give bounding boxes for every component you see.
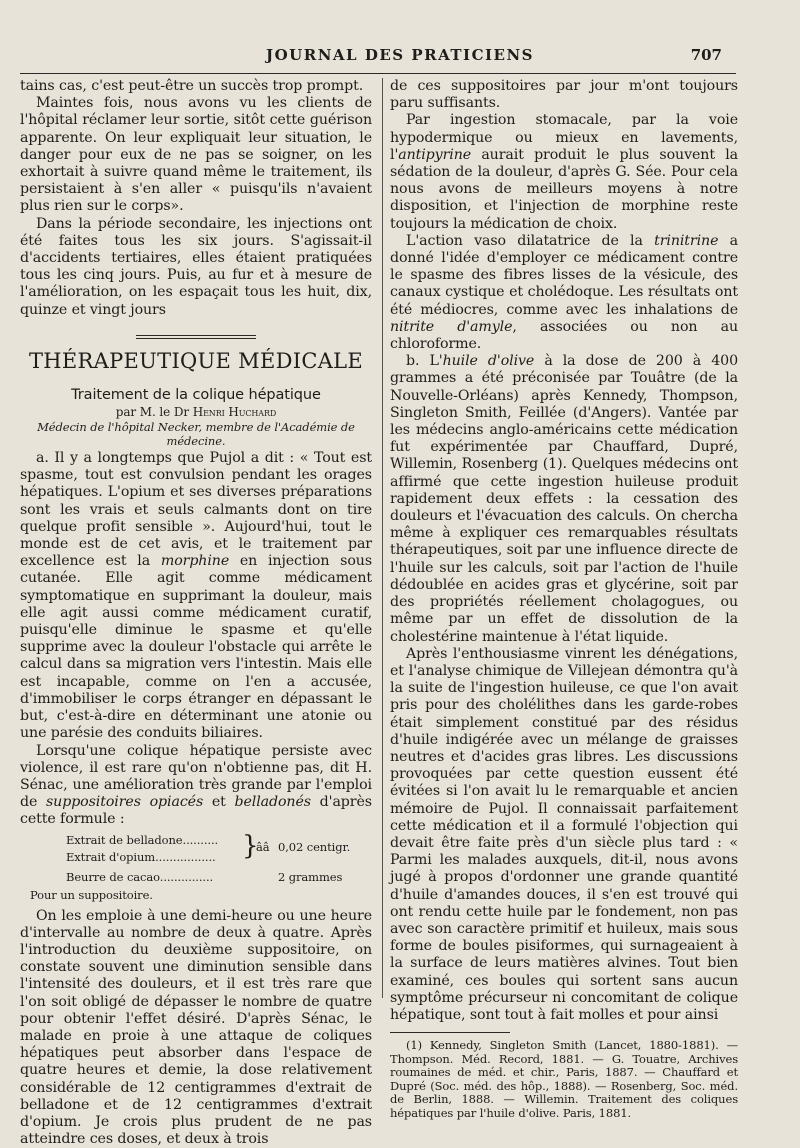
byline-prefix: par M. le Dr [115,405,189,420]
paragraph: de ces suppositoires par jour m'ont toujours paru suffisants. [390,78,738,112]
author-name: Henri Huchard [192,405,277,420]
paragraph: tains cas, c'est peut-être un succès trop prompt. [20,78,364,94]
paragraph: Par ingestion stomacale, par la voie hypodermique ou mieux en lavements, l'antipyrine aurait produit le plus souvent la sédation de la douleur, d'après G. Sée. Pour cela nous avons de meilleurs moyens à notre disposition, et l'injection de morphine reste toujours la médication de choix. [390,112,738,232]
formula-ingredient: Extrait d'opium................. [66,849,216,864]
header-rule [20,73,736,74]
formula-note: Pour un suppositoire. [30,887,153,902]
paragraph: a. Il y a longtemps que Pujol a dit : « Tout est spasme, tout est convulsion pendant les orages hépatiques. L'opium et ses diverses préparations sont les vrais et seuls calmants dont on tire quelque profit sensible ». Aujourd'hui, tout le monde est de cet avis, et le traitement par excellence est la morphine en injection sous cutanée. Elle agit comme médicament symptomatique en supprimant la douleur, mais elle agit aussi comme médicament curatif, puisqu'elle diminue le spasme et qu'elle supprime avec la douleur l'obstacle qui arrête le calcul dans sa migration vers l'intestin. Mais elle est incapable, comme on l'en a accusée, d'immobiliser le corps étranger en dépassant le but, c'est-à-dire en déterminant une atonie ou une parésie des conduits biliaires. [20,450,373,742]
formula-ingredient: Beurre de cacao............... [66,869,214,884]
paragraph: Maintes fois, nous avons vu les clients de l'hôpital réclamer leur sortie, sitôt cette guérison apparente. On leur expliquait leur situation, le danger pour eux de ne pas se soigner, on les exhortait à suivre quand même le traitement, ils persistaient à s'en aller « puisqu'ils n'avaient plus rien sur le corps». [20,95,372,215]
author-affiliation: Médecin de l'hôpital Necker, membre de l'Académie de médecine. [37,420,355,449]
byline [20,405,372,420]
column-divider [382,78,383,998]
formula-brace: } [242,830,259,861]
footnote: (1) Kennedy, Singleton Smith (Lancet, 1880-1881). — Thompson. Méd. Record, 1881. — G. Touatre, Archives roumaines de méd. et chir., Paris, 1887. — Chauffard et Dupré (Soc. méd. des hôp., 1888). — Rosenberg, Soc. méd. de Berlin, 1888. — Willemin. Traitement des coliques hépatiques par l'huile d'olive. Paris, 1881. [390,1038,738,1120]
formula-ingredient: Extrait de belladone.......... [66,832,219,847]
paragraph: Lorsqu'une colique hépatique persiste avec violence, il est rare qu'on n'obtienne pas, dit H. Sénac, une amélioration très grande par l'emploi de suppositoires opiacés et belladonés d'après cette formule : [20,742,372,828]
section-separator [136,335,256,339]
article-title: Traitement de la colique hépatique [71,386,321,403]
paragraph: L'action vaso dilatatrice de la trinitrine a donné l'idée d'employer ce médicament contre le spasme des fibres lisses de la vésicule, des canaux cystique et cholédoque. Les résultats ont été médiocres, comme avec les inhalations de nitrite d'amyle, associées ou non au chloroforme. [390,232,738,353]
paragraph: Après l'enthousiasme vinrent les dénégations, et l'analyse chimique de Villejean démontra qu'à la suite de l'ingestion huileuse, ce que l'on avait pris pour des cholélithes dans les garde-robes était simplement constitué par des résidus d'huile indigérée avec un mélange de graisses neutres et d'acides gras libres. Les discussions provoquées par cette question eussent été évitées si l'on avait lu le remarquable et ancien mémoire de Pujol. Il connaissait parfaitement cette médication et il a formulé l'objection qui devait être faite près d'un siècle plus tard : « Parmi les malades auxquels, dit-il, nous avons jugé à propos d'ordonner une grande quantité d'huile d'amandes douces, il s'en est trouvé qui ont rendu cette huile par le fondement, non pas avec son caractère primitif et huileux, mais sous forme de boules pisiformes, qui surnageaient à la surface de leurs matières alvines. Tout bien examiné, ces boules qui sortent sans aucun symptôme précurseur ni concomitant de colique hépatique, sont tout à fait molles et pour ainsi [390,645,738,1023]
footnote-rule [390,1032,510,1033]
journal-title: JOURNAL DES PRATICIENS [266,46,534,64]
page-header [0,44,800,70]
paragraph: On les emploie à une demi-heure ou une heure d'intervalle au nombre de deux à quatre. Après l'introduction du deuxième suppositoire, on constate souvent une diminution sensible dans l'intensité des douleurs, et il est très rare que l'on soit obligé de dépasser le nombre de quatre pour obtenir l'effet désiré. D'après Sénac, le malade en proie à une attaque de coliques hépatiques peut absorber dans l'espace de quatre heures et demie, la dose relativement considérable de 12 centigrammes d'extrait de belladone et de 12 centigrammes d'extrait d'opium. Je crois plus prudent de ne pas atteindre ces doses, et deux à trois [20,907,372,1148]
formula-aa: ââ [256,839,270,854]
left-column [20,78,372,1148]
right-column [390,78,738,1120]
paragraph: Dans la période secondaire, les injections ont été faites tous les six jours. S'agissait-il d'accidents tertiaires, elles étaient pratiquées tous les cinq jours. Puis, au fur et à mesure de l'amélioration, on les espaçait tous les huit, dix, quinze et vingt jours [20,215,372,318]
formula-dose: 0,02 centigr. [278,839,351,854]
prescription-formula [20,830,372,906]
section-title: THÉRAPEUTIQUE MÉDICALE [28,348,364,373]
page-number: 707 [690,46,722,64]
paragraph: b. L'huile d'olive à la dose de 200 à 400 grammes a été préconisée par Touâtre (de la Nouvelle-Orléans) après Kennedy, Thompson, Singleton Smith, Feillée (d'Angers). Vantée par les médecins anglo-américains cette médication fut expérimentée par Chauffard, Dupré, Willemin, Rosenberg (1). Quelques médecins ont affirmé que cette ingestion huileuse produit rapidement deux effets : la cessation des douleurs et l'évacuation des calculs. On chercha même à expliquer ces remarquables résultats thérapeutiques, soit par une influence directe de l'huile sur les calculs, soit par l'action de l'huile dédoublée en acides gras et glycérine, soit par des propriétés réellement cholagogues, ou même par un effet de dissolution de la cholestérine maintenue à l'état liquide. [390,353,738,645]
formula-dose: 2 grammes [278,869,343,884]
